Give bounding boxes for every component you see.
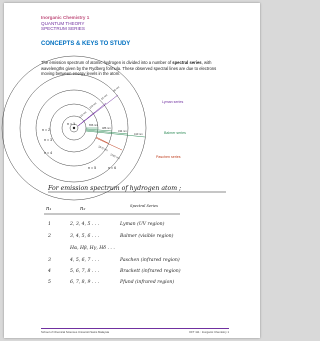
hydrogen-energy-level-diagram [44,85,224,171]
level-label-n1: n = 1 [67,122,76,126]
row-3-n2: Hα, Hβ, Hγ, Hδ . . . [70,246,115,251]
level-label-n5: n = 5 [88,166,97,170]
row-1-series: Lyman (UV region) [120,222,165,227]
wavelength-label: 486 nm [102,127,111,130]
column-header-series: Spectral Series [130,204,158,208]
document-header [41,15,89,32]
wavelength-label: 1875 nm [97,145,109,153]
course-title: Inorganic Chemistry 1 [41,15,90,20]
document-footer [41,328,229,335]
row-2-n2: 3, 4, 5, 6 . . . [70,234,100,239]
lyman-series-label: Lyman series [162,100,184,104]
intro-bold-term: spectral series [172,60,202,65]
paschen-series-label: Paschen series [156,155,181,159]
row-6-series: Pfund (infrared region) [120,280,175,285]
paschen-line-1 [96,137,108,143]
chapter-title: QUANTUM THEORY [41,20,85,26]
footer-institution: School of Chemical Sciences Universiti Sains Malaysia [41,330,110,334]
row-1-n1: 1 [48,222,51,227]
wavelength-label: 122 nm [78,110,88,119]
level-label-n6: n = 6 [108,166,117,170]
wavelength-label: 97 nm [100,93,109,101]
topic-title: SPECTRUM SERIES [41,26,85,32]
row-5-n1: 4 [48,269,51,274]
row-6-n1: 5 [48,280,51,285]
row-2-series: Balmer (visible region) [120,234,174,239]
handwritten-notes [40,180,235,285]
document-page [4,3,260,338]
wavelength-label: 95 nm [112,85,121,93]
level-label-n2: n = 2 [42,128,51,132]
intro-text-part2: , with wavelengths given by the Rydberg formula. These observed spectral lines are due to electrons moving between energy levels in the atom. [41,60,217,77]
row-1-n2: 2, 3, 4, 5 . . . [70,222,100,227]
level-label-n3: n = 3 [44,138,53,142]
row-2-n1: 2 [48,234,51,239]
footer-course: KFT 111 : Inorganic Chemistry 1 [189,330,229,334]
row-5-series: Brackett (infrared region) [120,269,181,274]
wavelength-label: 410 nm [134,133,143,136]
intro-text-part1: The emission spectrum of atomic hydrogen is divided into a number of [41,60,173,65]
row-4-n1: 3 [48,258,51,263]
nucleus [73,127,75,129]
wavelength-label: 656 nm [89,124,98,127]
balmer-series-label: Balmer series [164,131,186,135]
wavelength-label: 103 nm [88,101,98,110]
level-label-n4: n = 4 [44,151,53,155]
row-4-series: Paschen (infrared region) [120,258,180,263]
row-6-n2: 6, 7, 8, 9 . . . [70,280,100,285]
wavelength-label: 1282 nm [109,153,121,161]
row-5-n2: 5, 6, 7, 8 . . . [70,269,100,274]
handwritten-heading: For emission spectrum of hydrogen atom ; [48,185,182,192]
wavelength-label: 434 nm [118,130,127,133]
column-header-n2: n₂ [80,206,86,212]
lyman-line-4 [78,95,118,126]
column-header-n1: n₁ [46,206,52,212]
row-4-n2: 4, 5, 6, 7 . . . [70,258,100,263]
section-title: CONCEPTS & KEYS TO STUDY [41,41,131,47]
